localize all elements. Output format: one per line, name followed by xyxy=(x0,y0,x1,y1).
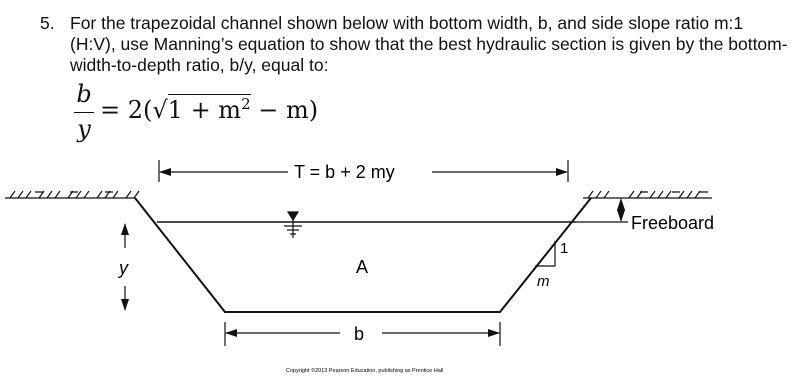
depth-label: y xyxy=(119,258,128,278)
best-section-equation xyxy=(72,82,372,152)
slope-horizontal-label: m xyxy=(537,273,550,290)
top-width-label: T = b + 2 my xyxy=(294,162,395,182)
equation-rhs xyxy=(100,95,318,124)
sqrt-sign: √ xyxy=(152,96,168,124)
problem-number: 5. xyxy=(40,13,55,33)
radicand-exponent: 2 xyxy=(241,95,251,113)
fraction-numerator: b xyxy=(76,80,92,108)
freeboard-label: Freeboard xyxy=(631,213,715,233)
channel-section xyxy=(135,198,591,312)
water-level-symbol xyxy=(284,212,302,238)
radicand-base: 1 + m xyxy=(167,96,242,124)
slope-vertical-label: 1 xyxy=(560,240,569,257)
copyright-text: Copyright ©2013 Pearson Education, publishing as Prentice Hall xyxy=(286,368,444,374)
trapezoidal-channel-diagram xyxy=(0,150,795,379)
rhs-prefix: = 2( xyxy=(100,96,153,124)
problem-text: For the trapezoidal channel shown below with bottom width, b, and side slope ratio m:1 (H:V), use Manning’s equation to show that the best hydraulic section is given by the bottom-width-to-depth ratio, b/y, equal to: xyxy=(70,13,788,75)
fraction-bar xyxy=(74,112,94,113)
fraction-denominator: y xyxy=(77,115,91,143)
left-ground-hatching xyxy=(5,191,139,198)
bottom-width-label: b xyxy=(354,324,365,344)
right-ground-hatching xyxy=(583,191,712,198)
rhs-suffix: − m) xyxy=(250,96,319,124)
radicand xyxy=(168,94,251,124)
slope-triangle xyxy=(535,241,555,266)
area-label: A xyxy=(356,257,369,277)
